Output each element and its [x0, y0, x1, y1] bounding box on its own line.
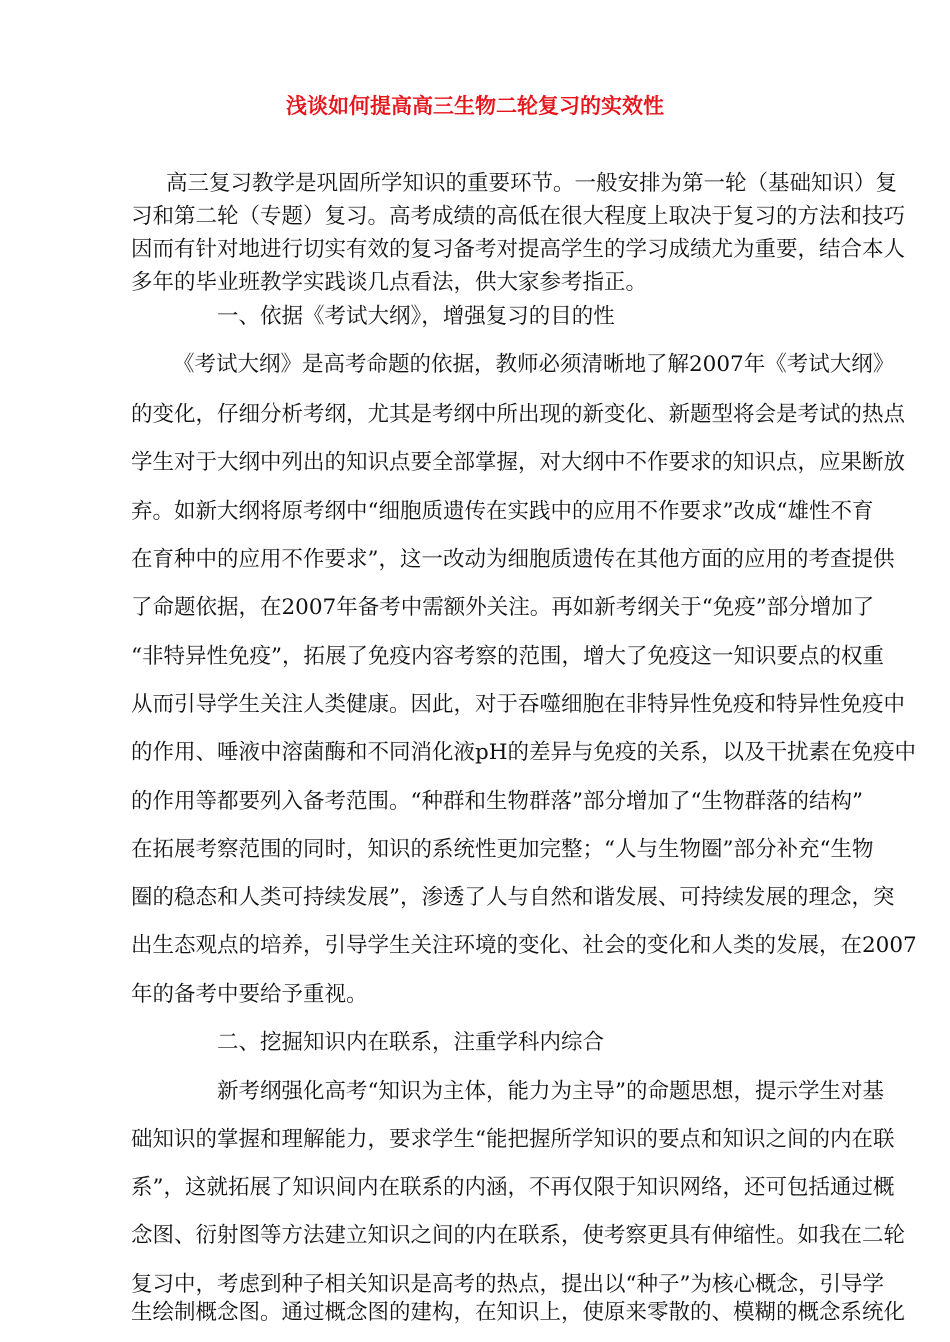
paragraph-line: “非特异性免疫”，拓展了免疫内容考察的范围，增大了免疫这一知识要点的权重	[131, 644, 884, 669]
paragraph-line: 学生对于大纲中列出的知识点要全部掌握，对大纲中不作要求的知识点，应果断放	[131, 450, 906, 475]
paragraph-line: 生绘制概念图。通过概念图的建构，在知识上，使原来零散的、模糊的概念系统化	[131, 1300, 906, 1325]
paragraph-line: 年的备考中要给予重视。	[131, 982, 368, 1007]
paragraph-line: 习和第二轮（专题）复习。高考成绩的高低在很大程度上取决于复习的方法和技巧	[131, 204, 906, 229]
paragraph-line: 础知识的掌握和理解能力，要求学生“能把握所学知识的要点和知识之间的内在联	[131, 1127, 895, 1152]
paragraph-line: 弃。如新大纲将原考纲中“细胞质遗传在实践中的应用不作要求”改成“雄性不育	[131, 499, 874, 524]
paragraph-line: 因而有针对地进行切实有效的复习备考对提高学生的学习成绩尤为重要，结合本人	[131, 237, 906, 262]
paragraph-line: 《考试大纲》是高考命题的依据，教师必须清晰地了解2007年《考试大纲》	[173, 352, 895, 377]
paragraph-line: 念图、衍射图等方法建立知识之间的内在联系，使考察更具有伸缩性。如我在二轮	[131, 1223, 906, 1248]
paragraph-line: 系”，这就拓展了知识间内在联系的内涵，不再仅限于知识网络，还可包括通过概	[131, 1175, 895, 1200]
paragraph-line: 了命题依据，在2007年备考中需额外关注。再如新考纲关于“免疫”部分增加了	[131, 595, 875, 620]
section-heading: 一、依据《考试大纲》，增强复习的目的性	[217, 304, 615, 329]
paragraph-line: 从而引导学生关注人类健康。因此，对于吞噬细胞在非特异性免疫和特异性免疫中	[131, 692, 906, 717]
paragraph-line: 复习中，考虑到种子相关知识是高考的热点，提出以“种子”为核心概念，引导学	[131, 1272, 884, 1297]
paragraph-line: 的作用等都要列入备考范围。“种群和生物群落”部分增加了“生物群落的结构”	[131, 789, 863, 814]
paragraph-line: 在拓展考察范围的同时，知识的系统性更加完整；“人与生物圈”部分补充“生物	[131, 837, 874, 862]
paragraph-line: 多年的毕业班教学实践谈几点看法，供大家参考指正。	[131, 270, 648, 295]
paragraph-line: 在育种中的应用不作要求”，这一改动为细胞质遗传在其他方面的应用的考查提供	[131, 547, 895, 572]
paragraph-line: 的作用、唾液中溶菌酶和不同消化液pH的差异与免疫的关系，以及干扰素在免疫中	[131, 740, 917, 765]
paragraph-line: 高三复习教学是巩固所学知识的重要环节。一般安排为第一轮（基础知识）复	[166, 171, 898, 196]
paragraph-line: 出生态观点的培养，引导学生关注环境的变化、社会的变化和人类的发展，在2007	[131, 933, 917, 958]
section-heading: 二、挖掘知识内在联系，注重学科内综合	[217, 1030, 605, 1055]
paragraph-line: 新考纲强化高考“知识为主体，能力为主导”的命题思想，提示学生对基	[217, 1079, 884, 1104]
paragraph-line: 的变化，仔细分析考纲，尤其是考纲中所出现的新变化、新题型将会是考试的热点	[131, 402, 906, 427]
paragraph-line: 圈的稳态和人类可持续发展”，渗透了人与自然和谐发展、可持续发展的理念，突	[131, 885, 895, 910]
document-title: 浅谈如何提高高三生物二轮复习的实效性	[286, 93, 664, 118]
